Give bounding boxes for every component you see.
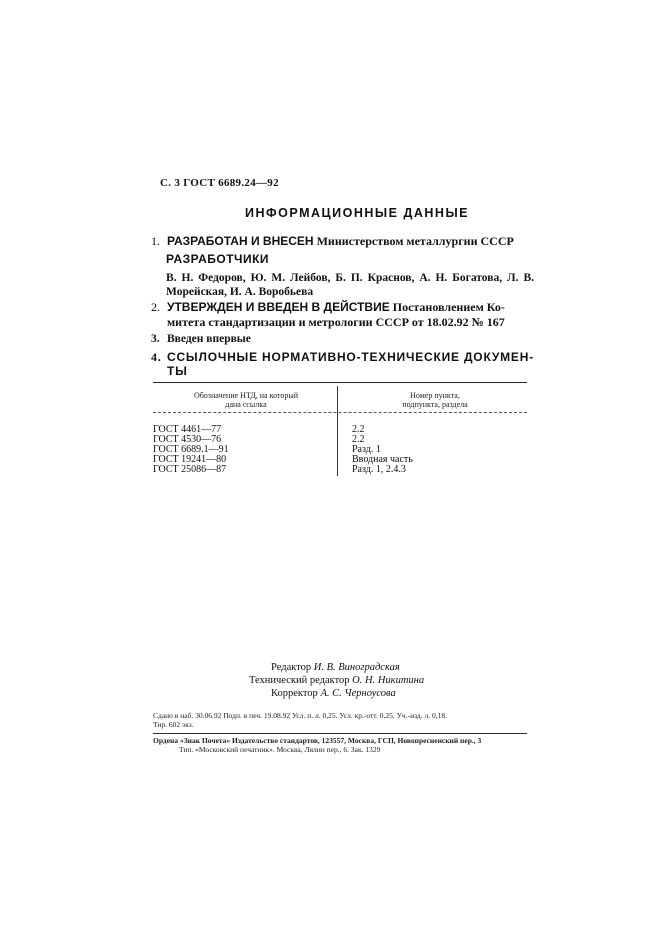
item-number: 1. bbox=[151, 234, 160, 248]
table-header-document bbox=[171, 391, 321, 409]
header-line: дана ссылка bbox=[225, 400, 267, 409]
doc-cell: ГОСТ 25086—87 bbox=[153, 464, 227, 475]
doc-cell: ГОСТ 19241—80 bbox=[153, 454, 227, 465]
table-header-clause bbox=[345, 391, 525, 409]
table-header-rule bbox=[153, 412, 527, 413]
table-top-rule bbox=[153, 382, 527, 383]
proofreader-name: А. С. Черноусова bbox=[320, 688, 396, 699]
tech-editor-name: О. Н. Никитина bbox=[352, 675, 425, 686]
tech-editor-label: Технический редактор bbox=[249, 675, 350, 686]
developers-list: В. Н. Федоров, Ю. М. Лейбов, Б. П. Краснов, А. Н. Богатова, Л. В. Морейская, И. А. Воробьева bbox=[166, 272, 534, 298]
doc-cell: ГОСТ 6689.1—91 bbox=[153, 444, 229, 455]
proofreader-line bbox=[271, 688, 396, 701]
item-text-continued: митета стандартизации и метрологии СССР от 18.02.92 № 167 bbox=[167, 315, 505, 329]
imprint-line: Сдано в наб. 30.06.92 Подп. в печ. 19.08.92 Усл. п. л. 0,25. Усл. кр.-отт. 0,25. Уч.-изд. л. 0,18. bbox=[153, 711, 447, 720]
item-text: Министерством металлургии СССР bbox=[316, 234, 514, 248]
clause-cell: Разд. 1, 2.4.3 bbox=[352, 464, 406, 475]
item-references bbox=[151, 350, 535, 378]
item-text: Постановлением Ко- bbox=[392, 300, 505, 314]
item-heading-continued: ТЫ bbox=[167, 364, 188, 378]
header-line: Обозначение НТД, на который bbox=[193, 391, 299, 400]
item-text: Введен впервые bbox=[167, 333, 251, 345]
item-heading: РАЗРАБОТАН И ВНЕСЕН bbox=[167, 234, 314, 248]
editor-label: Редактор bbox=[271, 662, 312, 673]
imprint-line: Ордена «Знак Почета» Издательство стандартов, 123557, Москва, ГСП, Новопресненский пер., 3 bbox=[153, 736, 482, 745]
item-number: 4. bbox=[151, 350, 162, 364]
clause-cell: 2.2 bbox=[352, 424, 365, 435]
imprint-rule bbox=[153, 733, 527, 734]
item-heading: ССЫЛОЧНЫЕ НОРМАТИВНО-ТЕХНИЧЕСКИЕ ДОКУМЕН- bbox=[167, 350, 534, 364]
clause-cell: Вводная часть bbox=[352, 454, 413, 465]
tech-editor-line bbox=[249, 675, 424, 688]
editor-name: И. В. Виноградская bbox=[313, 662, 400, 673]
reference-table bbox=[153, 382, 527, 477]
editor-line bbox=[271, 662, 400, 675]
clause-cell: Разд. 1 bbox=[352, 444, 381, 455]
doc-cell: ГОСТ 4461—77 bbox=[153, 424, 222, 435]
item-heading: УТВЕРЖДЕН И ВВЕДЕН В ДЕЙСТВИЕ bbox=[167, 300, 390, 314]
item-approved bbox=[151, 300, 535, 330]
clause-cell: 2.2 bbox=[352, 434, 365, 445]
item-introduced bbox=[151, 333, 251, 345]
item-number: 3. bbox=[151, 333, 160, 345]
item-developed bbox=[151, 234, 514, 249]
developers-heading: РАЗРАБОТЧИКИ bbox=[166, 252, 270, 266]
page-header: С. 3 ГОСТ 6689.24—92 bbox=[160, 177, 279, 189]
imprint-line: Тир. 602 экз. bbox=[153, 720, 194, 729]
imprint-line: Тип. «Московский печатник». Москва, Лялин пер., 6. Зак. 1329 bbox=[179, 745, 381, 754]
section-title: ИНФОРМАЦИОННЫЕ ДАННЫЕ bbox=[245, 206, 470, 220]
table-column-divider bbox=[337, 386, 338, 476]
proofreader-label: Корректор bbox=[271, 688, 318, 699]
doc-cell: ГОСТ 4530—76 bbox=[153, 434, 222, 445]
header-line: подпункта, раздела bbox=[402, 400, 468, 409]
header-line: Номер пункта, bbox=[410, 391, 460, 400]
item-number: 2. bbox=[151, 300, 160, 314]
